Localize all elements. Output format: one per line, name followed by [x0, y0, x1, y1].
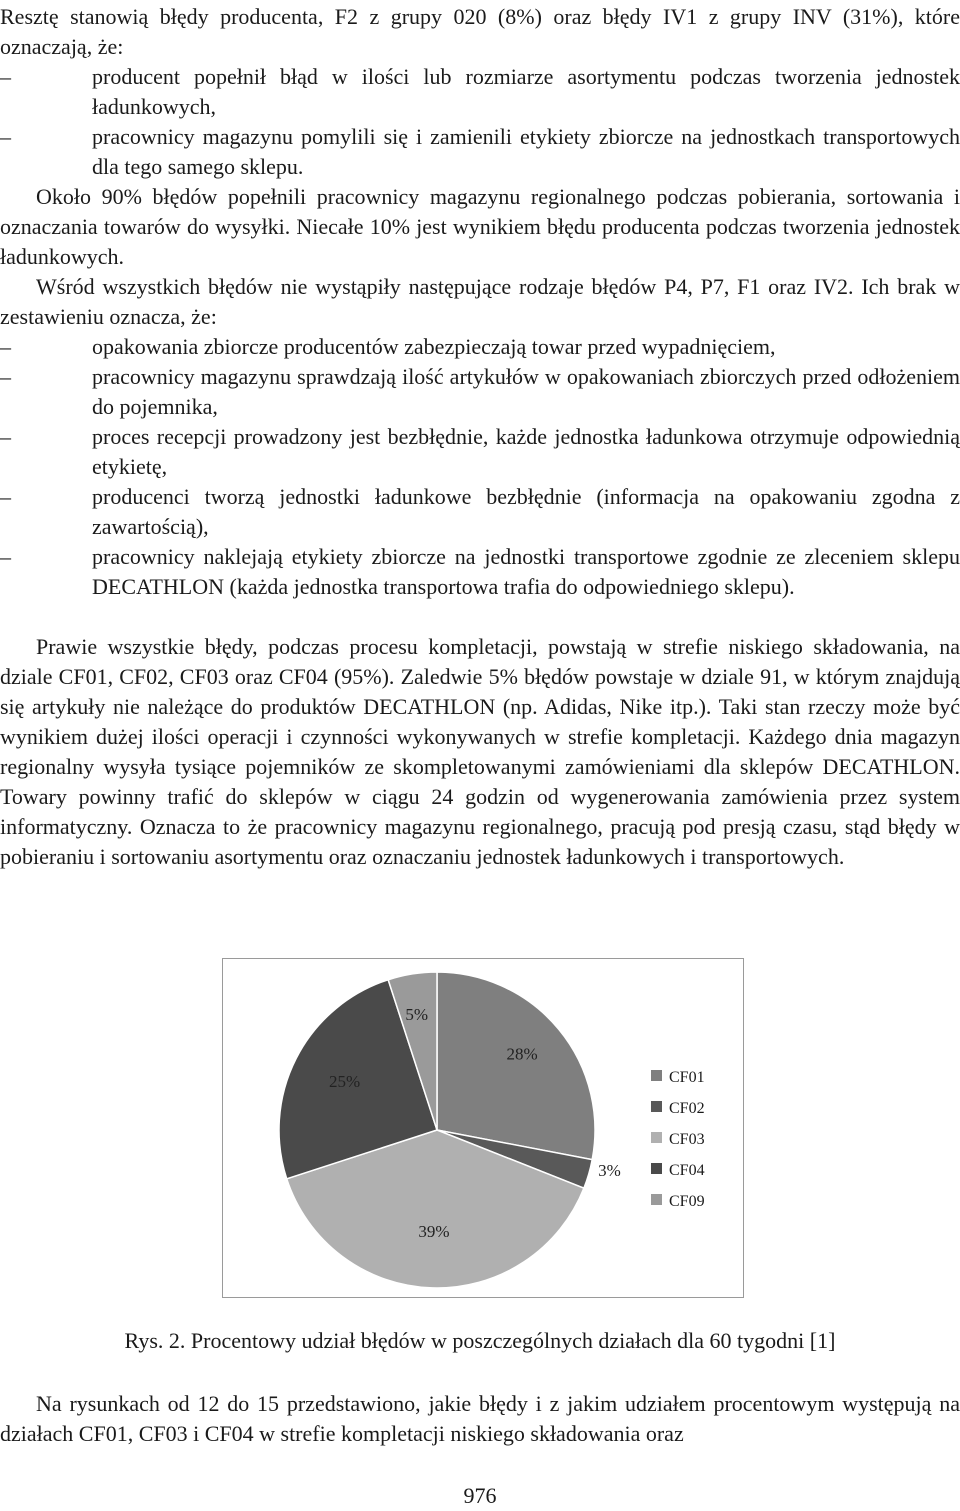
slice-label-cf03: 39% [418, 1221, 450, 1241]
list-item: – proces recepcji prowadzony jest bezbłędnie, każde jednostka ładunkowa otrzymuje odpowiednią etykietę, [0, 424, 960, 479]
slice-label-cf04: 25% [328, 1071, 361, 1091]
intro-paragraph: Resztę stanowią błędy producenta, F2 z grupy 020 (8%) oraz błędy IV1 z grupy INV (31%), które oznaczają, że: [0, 4, 960, 59]
closing-paragraph: Na rysunkach od 12 do 15 przedstawiono, jakie błędy i z jakim udziałem procentowym występują na działach CF01, CF03 i CF04 w strefie kompletacji niskiego składowania oraz [0, 1391, 960, 1446]
list-item: – producenci tworzą jednostki ładunkowe bezbłędnie (informacja na opakowaniu zgodna z zawartością), [0, 484, 960, 539]
pie-slice-cf01 [437, 972, 595, 1160]
legend-item-cf09 [651, 1192, 705, 1212]
legend-label: CF04 [669, 1162, 705, 1179]
dash-bullet: – [0, 124, 11, 149]
missing-errors-paragraph: Wśród wszystkich błędów nie wystąpiły następujące rodzaje błędów P4, P7, F1 oraz IV2. Ich brak w zestawieniu oznacza, że: [0, 274, 960, 329]
dash-bullet: – [0, 64, 11, 89]
dash-bullet: – [0, 424, 11, 449]
legend-label: CF03 [669, 1131, 705, 1148]
legend-item-cf03 [651, 1130, 705, 1150]
dash-bullet: – [0, 364, 11, 389]
list-item: – pracownicy magazynu pomylili się i zamienili etykiety zbiorcze na jednostkach transportowych dla tego samego sklepu. [0, 124, 960, 179]
legend-item-cf02 [651, 1099, 705, 1119]
slice-label-cf01: 28% [506, 1044, 538, 1064]
slice-label-cf09: 5% [405, 1005, 429, 1025]
dash-bullet: – [0, 544, 11, 569]
legend-label: CF01 [669, 1069, 705, 1086]
list-item: – opakowania zbiorcze producentów zabezpieczają towar przed wypadnięciem, [0, 332, 960, 362]
missing-errors-list [0, 332, 960, 602]
error-causes-list [0, 62, 960, 182]
legend-label: CF09 [669, 1193, 705, 1210]
legend-swatch [651, 1132, 662, 1143]
legend-swatch [651, 1101, 662, 1112]
dash-bullet: – [0, 484, 11, 509]
pie-chart [223, 959, 743, 1297]
legend-swatch [651, 1194, 662, 1205]
legend-item-cf04 [651, 1161, 705, 1181]
figure-caption: Rys. 2. Procentowy udział błędów w poszczególnych działach dla 60 tygodni [1] [124, 1328, 836, 1353]
list-item: – pracownicy naklejają etykiety zbiorcze na jednostki transportowe zgodnie ze zleceniem sklepu DECATHLON (każda jednostka transportowa trafia do odpowiedniego sklepu). [0, 544, 960, 599]
list-item: – producent popełnił błąd w ilości lub rozmiarze asortymentu podczas tworzenia jednostek ładunkowych, [0, 64, 960, 119]
pie-chart-frame [222, 958, 744, 1298]
dash-bullet: – [0, 334, 11, 359]
page-number: 976 [463, 1483, 497, 1508]
legend-swatch [651, 1070, 662, 1081]
list-item: – pracownicy magazynu sprawdzają ilość artykułów w opakowaniach zbiorczych przed odłożeniem do pojemnika, [0, 364, 960, 419]
slice-label-cf02: 3% [598, 1161, 621, 1181]
picking-errors-paragraph: Prawie wszystkie błędy, podczas procesu kompletacji, powstają w strefie niskiego składowania, na dziale CF01, CF02, CF03 oraz CF04 (95%). Zaledwie 5% błędów powstaje w dziale 91, w którym znajdują się artykuły nie należące do produktów DECATHLON (np. Adidas, Nike itp.). Taki stan rzeczy może być wynikiem dużej ilości operacji i czynności wykonywanych w strefie kompletacji. Każdego dnia magazyn regionalny wysyła tysiące pojemników ze skompletowanymi zamówieniami dla sklepów DECATHLON. Towary powinny trafić do sklepów w ciągu 24 godzin od wygenerowania zamówienia przez system informatyczny. Oznacza to że pracownicy magazynu regionalnego, pracują pod presją czasu, stąd błędy w pobieraniu i sortowaniu asortymentu oraz oznaczaniu jednostek ładunkowych i transportowych. [0, 634, 960, 869]
percent-summary-paragraph: Około 90% błędów popełnili pracownicy magazynu regionalnego podczas pobierania, sortowania i oznaczania towarów do wysyłki. Niecałe 10% jest wynikiem błędu producenta podczas tworzenia jednostek ładunkowych. [0, 184, 960, 269]
legend-label: CF02 [669, 1100, 705, 1117]
legend-item-cf01 [651, 1068, 705, 1088]
legend-swatch [651, 1163, 662, 1174]
